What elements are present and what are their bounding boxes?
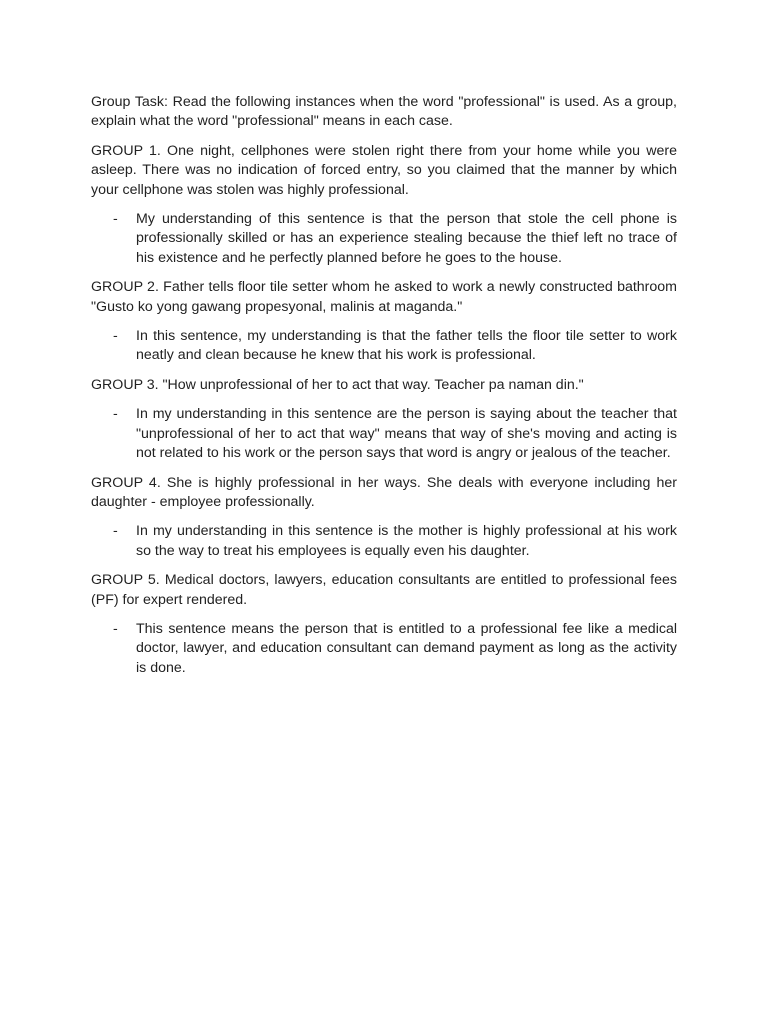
bullet-dash: -: [113, 406, 118, 423]
intro-paragraph: Group Task: Read the following instances when the word "professional" is used. As a group, explain what the word "professional" means in each case.: [91, 94, 677, 130]
group-3-answer-text: In my understanding in this sentence are the person is saying about the teacher that "unprofessional of her to act that way" means that way of she's moving and acting is not related to his work or the person says that word is angry or jealous of the teacher.: [136, 406, 677, 462]
group-3-prompt: GROUP 3. "How unprofessional of her to act that way. Teacher pa naman din.": [91, 376, 584, 393]
bullet-dash: -: [113, 328, 118, 345]
group-1-answer: [91, 210, 677, 268]
group-2-answer-text: In this sentence, my understanding is that the father tells the floor tile setter to work neatly and clean because he knew that his work is professional.: [136, 328, 677, 364]
bullet-dash: -: [113, 620, 118, 637]
bullet-dash: -: [113, 523, 118, 540]
group-2-prompt: GROUP 2. Father tells floor tile setter whom he asked to work a newly constructed bathroom "Gusto ko yong gawang propesyonal, malinis at maganda.": [91, 279, 677, 315]
group-5-prompt: GROUP 5. Medical doctors, lawyers, education consultants are entitled to professional fees (PF) for expert rendered.: [91, 572, 677, 608]
document-body: [91, 93, 677, 688]
group-4-answer-text: In my understanding in this sentence is the mother is highly professional at his work so the way to treat his employees is equally even his daughter.: [136, 523, 677, 559]
group-2-answer: [91, 327, 677, 366]
group-4-prompt: GROUP 4. She is highly professional in her ways. She deals with everyone including her daughter - employee professionally.: [91, 474, 677, 510]
group-1-answer-text: My understanding of this sentence is that the person that stole the cell phone is professionally skilled or has an experience stealing because the thief left no trace of his existence and he perfectly planned before he goes to the house.: [136, 211, 677, 266]
group-1-prompt: GROUP 1. One night, cellphones were stolen right there from your home while you were asleep. There was no indication of forced entry, so you claimed that the manner by which your cellphone was stolen was highly professional.: [91, 142, 677, 198]
group-4-answer: [91, 522, 677, 561]
group-5-answer: [91, 620, 677, 678]
group-5-answer-text: This sentence means the person that is entitled to a professional fee like a medical doctor, lawyer, and education consultant can demand payment as long as the activity is done.: [136, 620, 677, 676]
group-3-answer: [91, 405, 677, 463]
bullet-dash: -: [113, 211, 118, 228]
